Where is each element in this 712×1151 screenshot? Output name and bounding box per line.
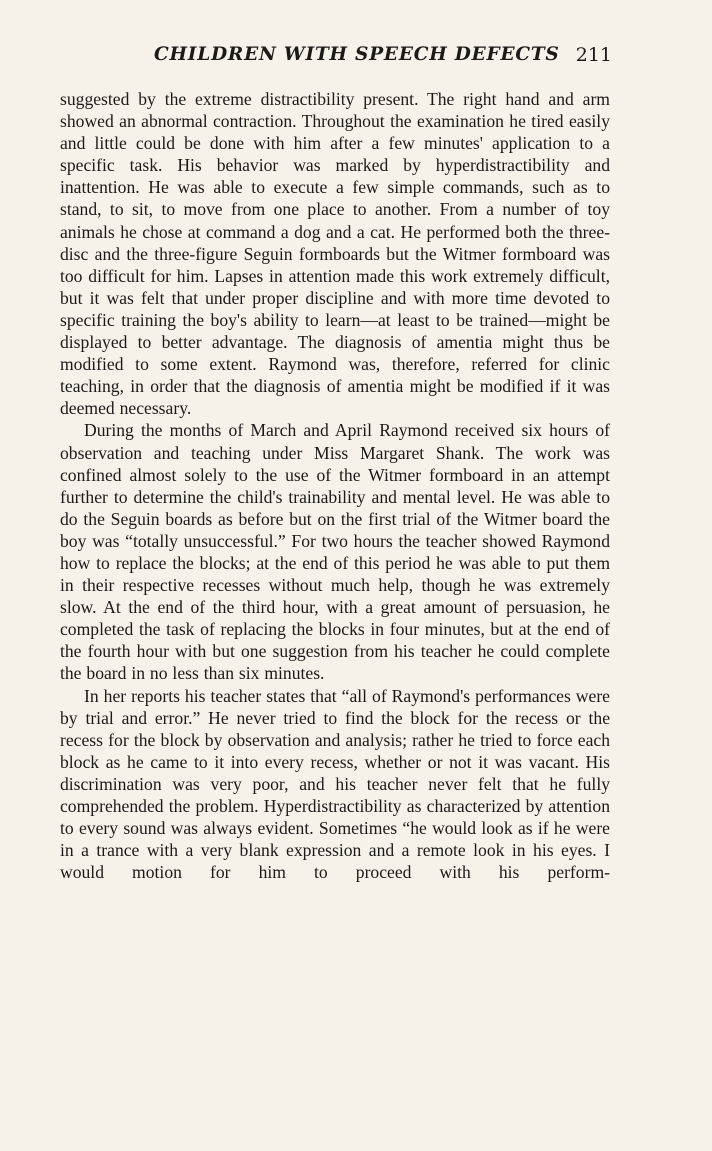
running-head: CHILDREN WITH SPEECH DEFECTS <box>154 44 560 65</box>
paragraph-1: suggested by the extreme distractibility present. The right hand and arm showed an abnormal contraction. Throughout the examination he tired easily and little could be done with him after a few minutes' application to a specific task. His behavior was marked by hyperdistractibility and inattention. He was able to execute a few simple commands, such as to stand, to sit, to move from one place to another. From a number of toy animals he chose at command a dog and a cat. He performed both the three-disc and the three-figure Seguin formboards but the Witmer formboard was too difficult for him. Lapses in attention made this work extremely difficult, but it was felt that under proper discipline and with more time devoted to specific training the boy's ability to learn—at least to be trained—might be displayed to better advantage. The diagnosis of amentia might thus be modified to some extent. Raymond was, therefore, referred for clinic teaching, in order that the diagnosis of amentia might be modified if it was deemed necessary. <box>60 89 610 419</box>
page-header <box>60 44 612 70</box>
paragraph-3: In her reports his teacher states that “all of Raymond's performances were by trial and error.” He never tried to find the block for the recess or the recess for the block by observation and analysis; rather he tried to force each block as he came to it into every recess, whether or not it was vacant. His discrimination was very poor, and his teacher never felt that he fully comprehended the problem. Hyperdistractibility as characterized by attention to every sound was always evident. Sometimes “he would look as if he were in a trance with a very blank expression and a remote look in his eyes. I would motion for him to proceed with his perform- <box>60 685 610 883</box>
page-number: 211 <box>575 44 612 66</box>
paragraph-2: During the months of March and April Raymond received six hours of observation and teaching under Miss Margaret Shank. The work was confined almost solely to the use of the Witmer formboard in an attempt further to determine the child's trainability and mental level. He was able to do the Seguin boards as before but on the first trial of the Witmer board the boy was “totally unsuccessful.” For two hours the teacher showed Raymond how to replace the blocks; at the end of this period he was able to put them in their respective recesses without much help, though he was extremely slow. At the end of the third hour, with a great amount of persuasion, he completed the task of replacing the blocks in four minutes, but at the end of the fourth hour with but one suggestion from his teacher he could complete the board in no less than six minutes. <box>60 420 610 684</box>
body-text <box>60 88 610 883</box>
